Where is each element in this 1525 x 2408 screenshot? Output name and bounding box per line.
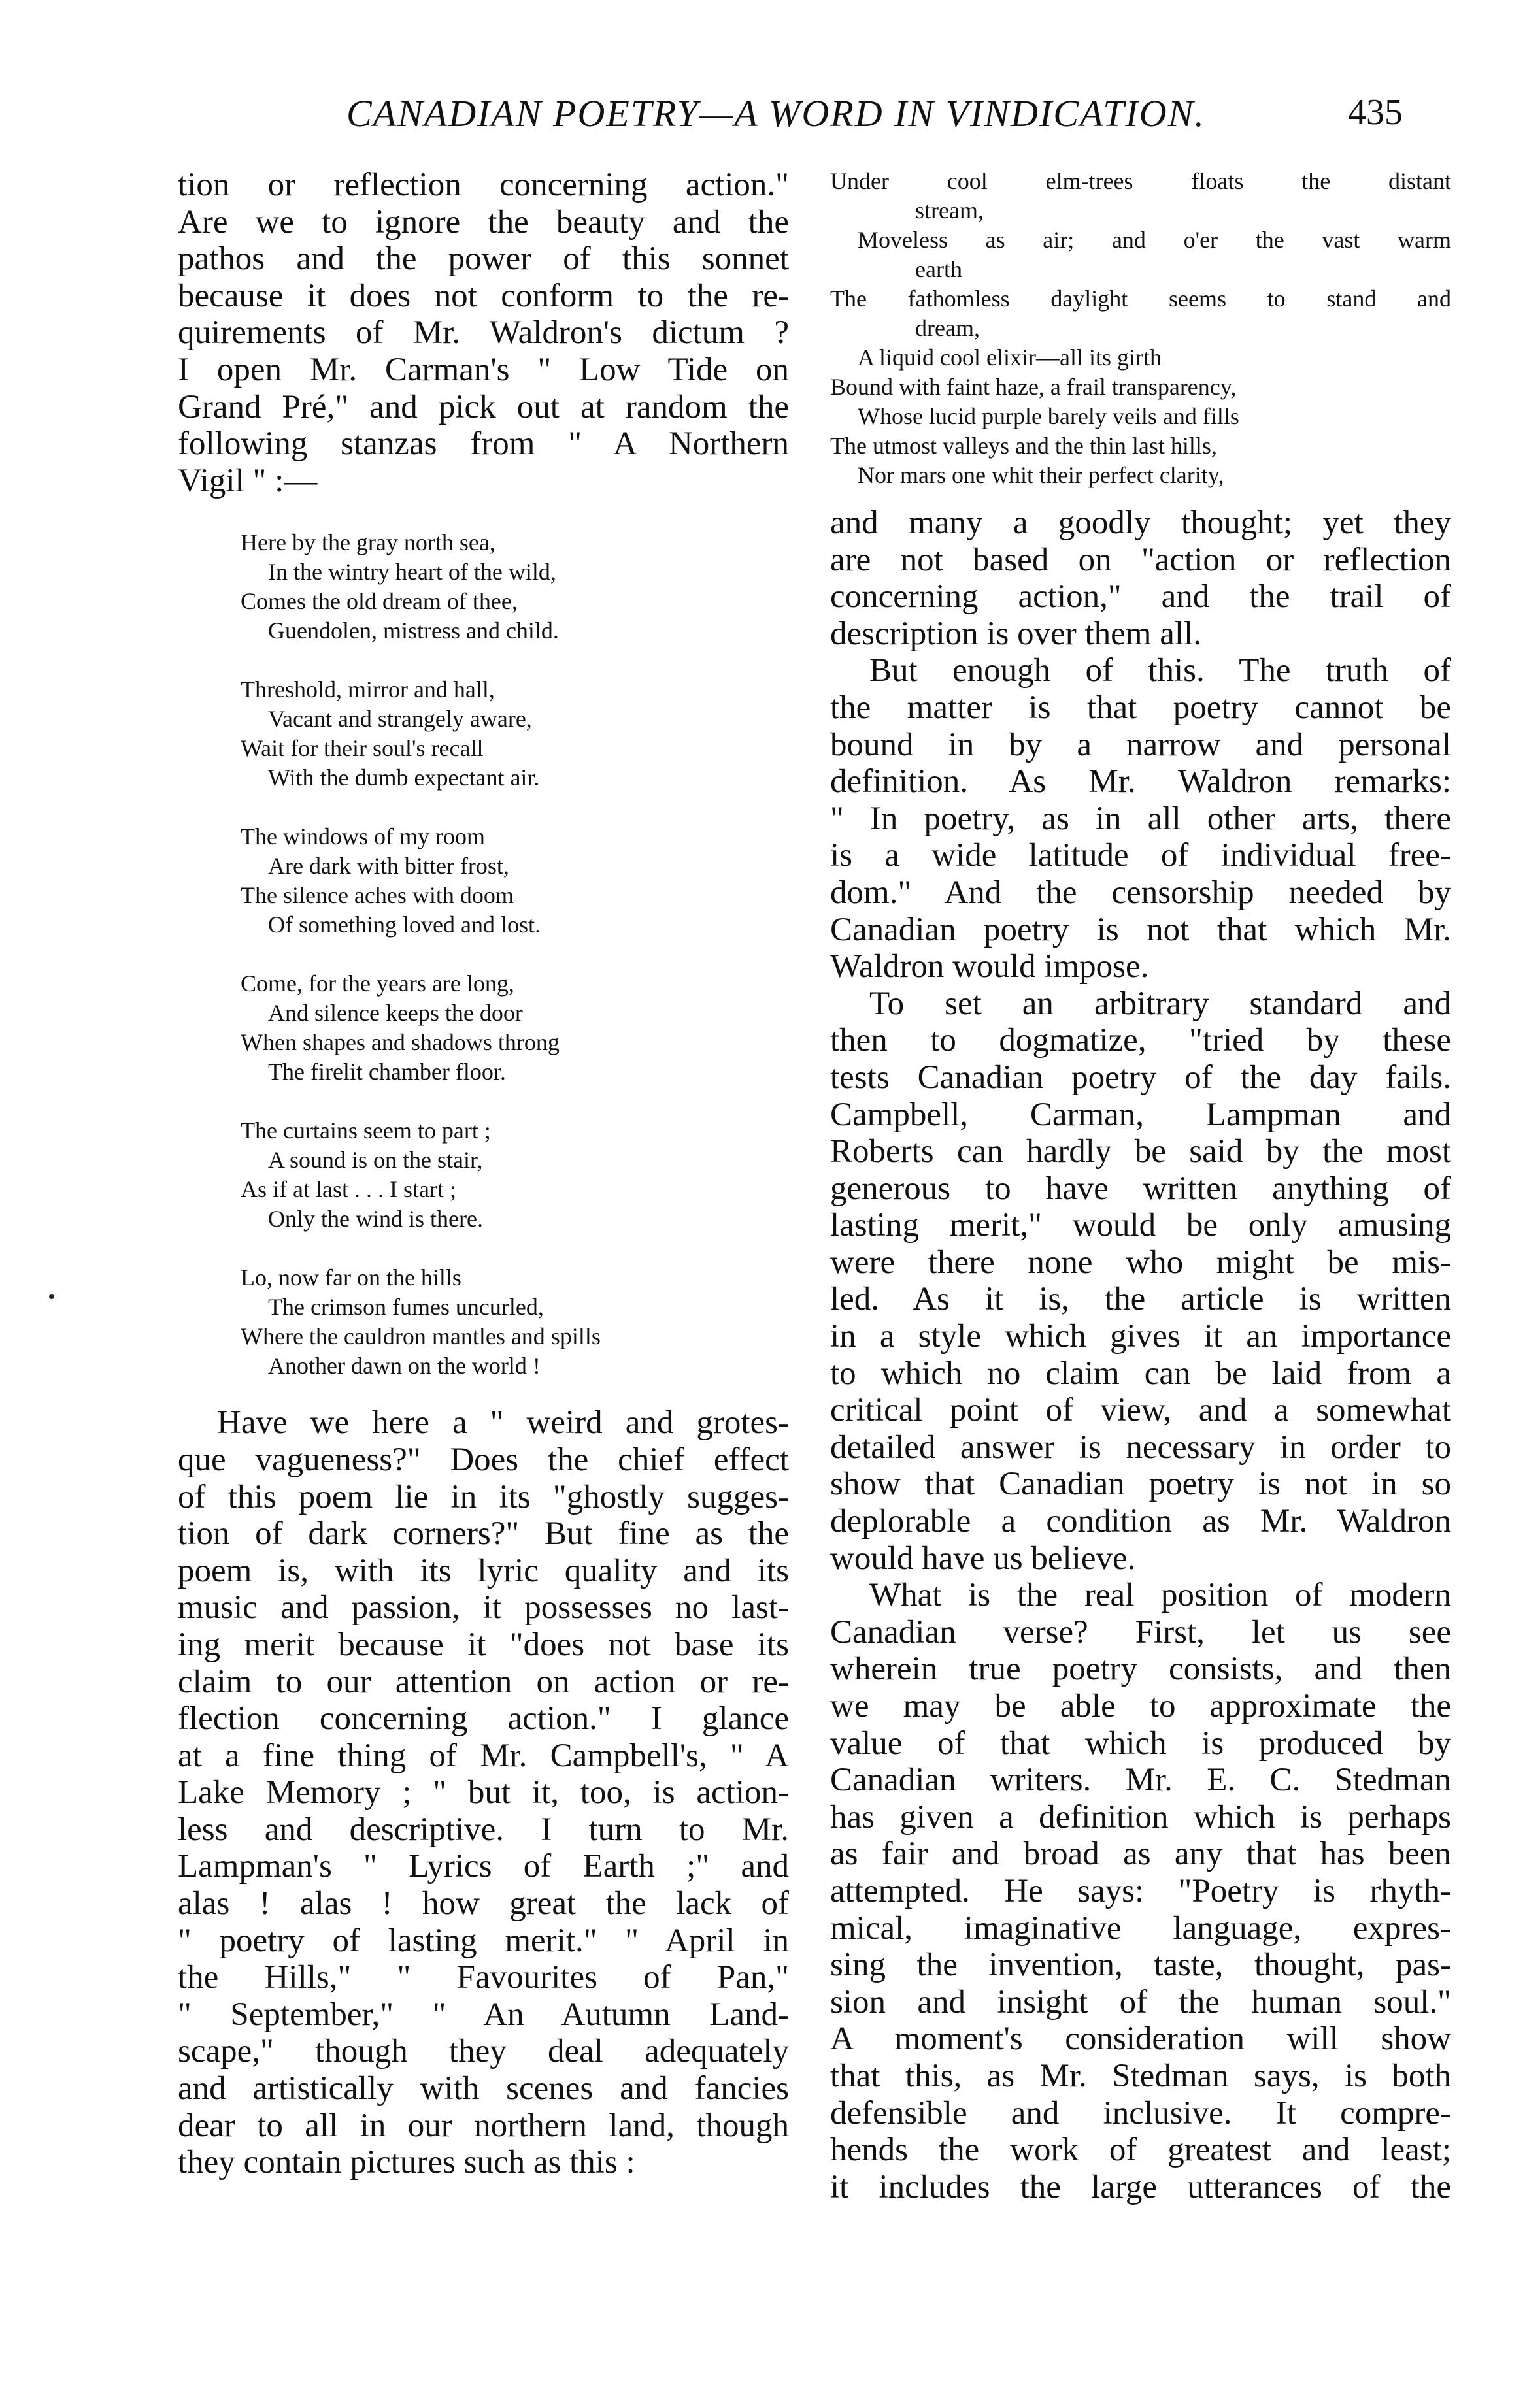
prose-line: Waldron would impose. — [830, 948, 1149, 985]
stanza-gap — [241, 1087, 789, 1116]
poem-line: Another dawn on the world ! — [268, 1353, 541, 1379]
prose-line: that this, as Mr. Stedman says, is both — [830, 2057, 1451, 2094]
page-number: 435 — [1348, 92, 1403, 133]
poem-line: Are dark with bitter frost, — [268, 853, 509, 880]
prose-line: Are we to ignore the beauty and the — [178, 203, 789, 240]
prose-line: because it does not conform to the re- — [178, 277, 789, 314]
stanza-gap — [241, 940, 789, 969]
poem-line: When shapes and shadows throng — [241, 1029, 560, 1056]
prose-line: defensible and inclusive. It compre- — [830, 2094, 1451, 2132]
prose-line: tion or reflection concerning action." — [178, 167, 789, 203]
stanza-gap — [241, 646, 789, 675]
poem-line: A liquid cool elixir—all its girth — [858, 344, 1162, 371]
prose-line: music and passion, it possesses no last- — [178, 1589, 789, 1626]
prose-line: pathos and the power of this sonnet — [178, 240, 789, 278]
prose-line: flection concerning action." I glance — [178, 1700, 789, 1738]
poem-line: Vacant and strangely aware, — [268, 706, 532, 733]
poem-line: Threshold, mirror and hall, — [241, 676, 495, 703]
prose-line: I open Mr. Carman's " Low Tide on — [178, 351, 789, 388]
prose-line: at a fine thing of Mr. Campbell's, " A — [178, 1737, 789, 1774]
prose-line: bound in by a narrow and personal — [830, 726, 1451, 763]
prose-line: que vagueness?" Does the chief effect — [178, 1441, 789, 1478]
poem-line: As if at last . . . I start ; — [241, 1176, 456, 1203]
poem-line: Guendolen, mistress and child. — [268, 618, 559, 644]
poem-line: stream, — [915, 197, 984, 223]
prose-line: were there none who might be mis- — [830, 1244, 1451, 1281]
prose-line: the Hills," " Favourites of Pan," — [178, 1959, 789, 1996]
poem-line: Moveless as air; and o'er the vast warm — [858, 227, 1451, 253]
prose-line: would have us believe. — [830, 1540, 1136, 1577]
prose-line: in a style which gives it an importance — [830, 1318, 1451, 1355]
prose-line: Have we here a " weird and grotes- — [217, 1404, 789, 1442]
prose-line: To set an arbitrary standard and — [869, 985, 1451, 1022]
left-column — [178, 167, 789, 2181]
right-column — [830, 167, 1451, 2205]
prose-line: lasting merit," would be only amusing — [830, 1207, 1451, 1244]
prose-line: Canadian verse? First, let us see — [830, 1613, 1451, 1651]
left-prose-block-2 — [178, 1404, 789, 2181]
prose-line: is a wide latitude of individual free- — [830, 837, 1451, 874]
prose-line: description is over them all. — [830, 615, 1201, 652]
prose-line: tests Canadian poetry of the day fails. — [830, 1059, 1451, 1096]
prose-line: show that Canadian poetry is not in so — [830, 1466, 1451, 1503]
prose-line: hends the work of greatest and least; — [830, 2132, 1451, 2169]
prose-line: and artistically with scenes and fancies — [178, 2070, 789, 2107]
poem-line: Where the cauldron mantles and spills — [241, 1323, 601, 1350]
poem-line: A sound is on the stair, — [268, 1147, 483, 1174]
prose-line: deplorable a condition as Mr. Waldron — [830, 1503, 1451, 1540]
prose-line: Campbell, Carman, Lampman and — [830, 1096, 1451, 1133]
poem-line: The crimson fumes uncurled, — [268, 1294, 544, 1321]
prose-line: are not based on "action or reflection — [830, 541, 1451, 578]
poem-line: Lo, now far on the hills — [241, 1264, 461, 1291]
prose-line: Roberts can hardly be said by the most — [830, 1133, 1451, 1170]
prose-line: to which no claim can be laid from a — [830, 1355, 1451, 1392]
poem-line: Comes the old dream of thee, — [241, 588, 518, 615]
prose-line: A moment's consideration will show — [830, 2020, 1451, 2058]
prose-line: mical, imaginative language, expres- — [830, 1909, 1451, 1947]
running-head: CANADIAN POETRY—A WORD IN VINDICATION. — [346, 92, 1205, 135]
poem-line: In the wintry heart of the wild, — [268, 559, 556, 586]
prose-line: wherein true poetry consists, and then — [830, 1651, 1451, 1688]
poem-line: With the dumb expectant air. — [268, 765, 540, 791]
prose-line: ing merit because it "does not base its — [178, 1626, 789, 1663]
poem-line: Come, for the years are long, — [241, 970, 514, 997]
prose-line: sion and insight of the human soul." — [830, 1983, 1451, 2020]
left-prose-block-1 — [178, 167, 789, 499]
poem-line: Nor mars one whit their perfect clarity, — [858, 462, 1224, 488]
prose-line: quirements of Mr. Waldron's dictum ? — [178, 314, 789, 352]
quoted-verse — [830, 167, 1451, 490]
prose-line: following stanzas from " A Northern — [178, 425, 789, 463]
prose-line: they contain pictures such as this : — [178, 2144, 635, 2181]
margin-dot — [49, 1294, 54, 1299]
poem-line: earth — [915, 256, 962, 282]
prose-line: definition. As Mr. Waldron remarks: — [830, 763, 1451, 800]
prose-line: detailed answer is necessary in order to — [830, 1428, 1451, 1466]
poem-line: The curtains seem to part ; — [241, 1117, 491, 1144]
stanza-gap — [241, 1234, 789, 1263]
poem-line: The utmost valleys and the thin last hills, — [830, 433, 1217, 459]
prose-line: generous to have written anything of — [830, 1170, 1451, 1207]
poem-line: The firelit chamber floor. — [268, 1059, 506, 1085]
prose-line: What is the real position of modern — [869, 1577, 1451, 1614]
prose-line: claim to our attention on action or re- — [178, 1663, 789, 1700]
poem-line: Only the wind is there. — [268, 1206, 483, 1232]
prose-line: " September," " An Autumn Land- — [178, 1996, 789, 2033]
prose-line: tion of dark corners?" But fine as the — [178, 1515, 789, 1553]
poem-line: Whose lucid purple barely veils and fills — [858, 403, 1239, 429]
prose-line: dom." And the censorship needed by — [830, 874, 1451, 911]
prose-line: Canadian poetry is not that which Mr. — [830, 911, 1451, 948]
prose-line: we may be able to approximate the — [830, 1688, 1451, 1724]
prose-line: " In poetry, as in all other arts, there — [830, 800, 1451, 837]
poem-line: dream, — [915, 315, 980, 341]
prose-line: poem is, with its lyric quality and its — [178, 1552, 789, 1589]
prose-line: of this poem lie in its "ghostly sugges- — [178, 1478, 789, 1515]
poem-line: The silence aches with doom — [241, 882, 514, 909]
prose-line: and many a goodly thought; yet they — [830, 504, 1451, 541]
prose-line: less and descriptive. I turn to Mr. — [178, 1811, 789, 1848]
northern-vigil-poem — [178, 528, 789, 1381]
prose-line: Lampman's " Lyrics of Earth ;" and — [178, 1848, 789, 1885]
poem-line: Here by the gray north sea, — [241, 529, 495, 556]
prose-line: then to dogmatize, "tried by these — [830, 1022, 1451, 1059]
prose-line: value of that which is produced by — [830, 1724, 1451, 1762]
prose-line: scape," though they deal adequately — [178, 2033, 789, 2070]
prose-line: concerning action," and the trail of — [830, 578, 1451, 616]
prose-line: " poetry of lasting merit." " April in — [178, 1922, 789, 1959]
prose-line: sing the invention, taste, thought, pas- — [830, 1947, 1451, 1984]
poem-line: Bound with faint haze, a frail transparency, — [830, 374, 1237, 400]
poem-line: The windows of my room — [241, 823, 485, 850]
poem-line: And silence keeps the door — [268, 1000, 523, 1027]
prose-line: it includes the large utterances of the — [830, 2168, 1451, 2205]
prose-line: critical point of view, and a somewhat — [830, 1392, 1451, 1429]
poem-line: Wait for their soul's recall — [241, 735, 484, 762]
prose-line: Vigil " :— — [178, 462, 318, 499]
prose-line: Canadian writers. Mr. E. C. Stedman — [830, 1762, 1451, 1799]
prose-line: led. As it is, the article is written — [830, 1281, 1451, 1318]
prose-line: Grand Pré," and pick out at random the — [178, 388, 789, 425]
poem-line: The fathomless daylight seems to stand and — [830, 286, 1451, 312]
poem-line: Under cool elm-trees floats the distant — [830, 168, 1451, 194]
prose-line: the matter is that poetry cannot be — [830, 689, 1451, 726]
stanza-gap — [241, 793, 789, 822]
prose-line: as fair and broad as any that has been — [830, 1836, 1451, 1873]
prose-line: Lake Memory ; " but it, too, is action- — [178, 1774, 789, 1811]
poem-line: Of something loved and lost. — [268, 912, 541, 938]
prose-line: But enough of this. The truth of — [869, 652, 1451, 689]
prose-line: has given a definition which is perhaps — [830, 1798, 1451, 1836]
prose-line: attempted. He says: "Poetry is rhyth- — [830, 1872, 1451, 1909]
right-prose-block — [830, 504, 1451, 2205]
prose-line: dear to all in our northern land, though — [178, 2107, 789, 2144]
prose-line: alas ! alas ! how great the lack of — [178, 1885, 789, 1922]
